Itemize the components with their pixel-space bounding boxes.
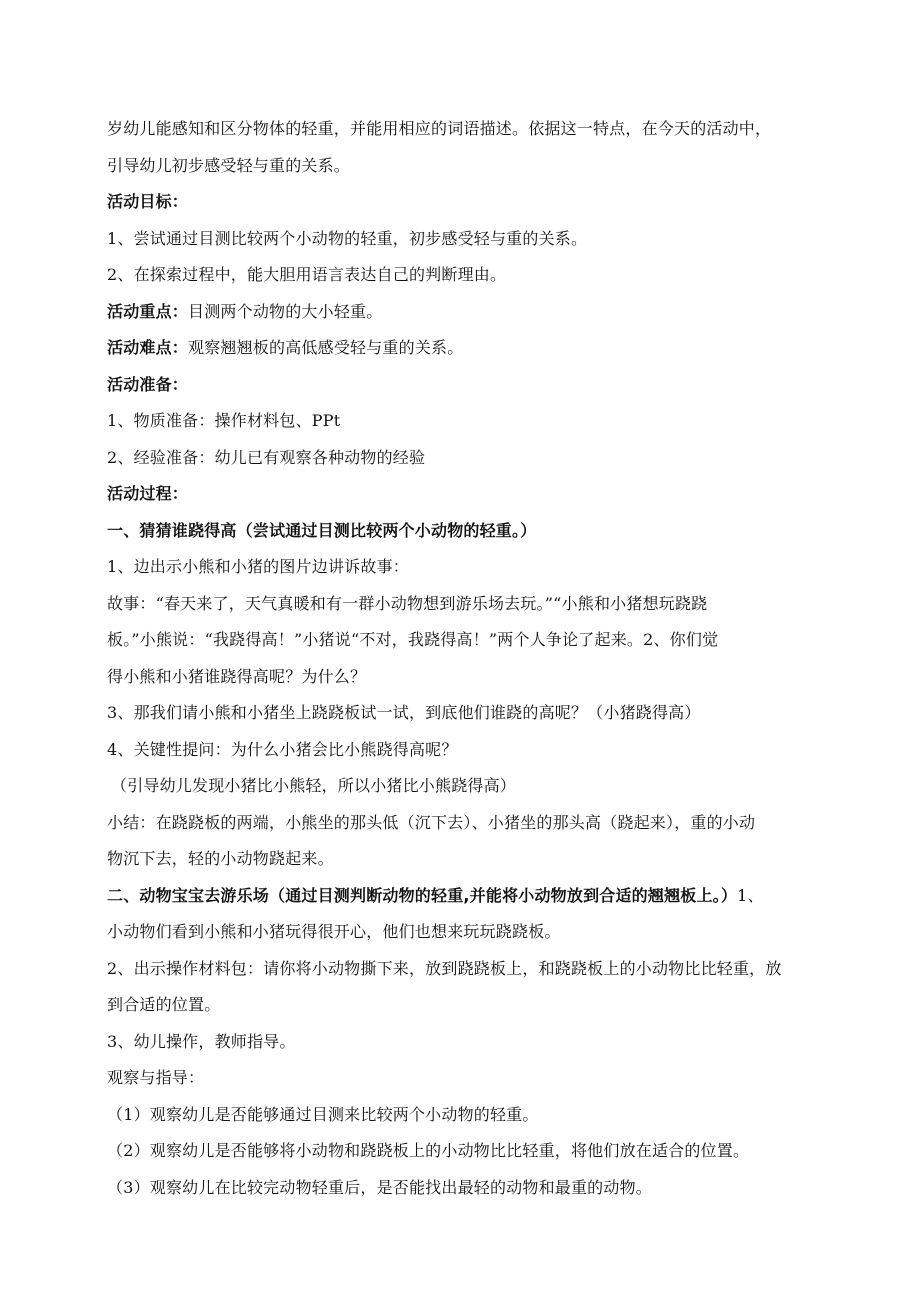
intro-paragraph-line-2: 引导幼儿初步感受轻与重的关系。 xyxy=(107,155,351,175)
section-2-heading-tail: 1、 xyxy=(737,885,764,905)
observation-heading: 观察与指导： xyxy=(107,1068,205,1087)
section-2-step-3: 3、幼儿操作，教师指导。 xyxy=(107,1031,296,1051)
observation-item-2: （2）观察幼儿是否能够将小动物和跷跷板上的小动物比比轻重，将他们放在适合的位置。 xyxy=(107,1141,750,1160)
observation-item-3: （3）观察幼儿在比较完动物轻重后，是否能找出最轻的动物和最重的动物。 xyxy=(107,1177,652,1197)
section-1-step-4-note: （引导幼儿发现小猪比小熊轻，所以小猪比小熊跷得高） xyxy=(111,776,517,795)
section-1-step-1: 1、边出示小熊和小猪的图片边讲诉故事： xyxy=(107,557,409,576)
section-1-step-3: 3、那我们请小熊和小猪坐上跷跷板试一试，到底他们谁跷的高呢？（小猪跷得高） xyxy=(107,703,701,722)
goal-item-2: 2、在探索过程中，能大胆用语言表达自己的判断理由。 xyxy=(107,265,507,284)
section-2-step-2-line-2: 到合适的位置。 xyxy=(107,995,221,1014)
goals-heading: 活动目标： xyxy=(107,192,189,211)
difficulty-text: 观察翘翘板的高低感受轻与重的关系。 xyxy=(188,338,464,357)
focus-label: 活动重点： xyxy=(107,301,189,321)
difficulty-label: 活动难点： xyxy=(107,338,189,357)
observation-item-1: （1）观察幼儿是否能够通过目测来比较两个小动物的轻重。 xyxy=(107,1104,539,1124)
section-2-step-2-line-1: 2、出示操作材料包：请你将小动物撕下来，放到跷跷板上，和跷跷板上的小动物比比轻重，放 xyxy=(107,958,782,978)
section-1-story-line-3: 得小熊和小猪谁跷得高呢？为什么？ xyxy=(107,666,367,686)
preparation-item-2: 2、经验准备：幼儿已有观察各种动物的经验 xyxy=(107,447,426,467)
section-2-heading: 二、动物宝宝去游乐场（通过目测判断动物的轻重,并能将小动物放到合适的翘翘板上。） xyxy=(107,885,738,905)
difficulty-line xyxy=(107,330,817,367)
section-2-step-1: 小动物们看到小熊和小猪玩得很开心，他们也想来玩玩跷跷板。 xyxy=(107,922,561,941)
section-1-story-line-2: 板。”小熊说：“我跷得高！”小猪说“不对，我跷得高！”两个人争论了起来。2、你们觉 xyxy=(107,630,719,649)
section-1-step-4: 4、关键性提问：为什么小猪会比小熊跷得高呢？ xyxy=(107,739,458,759)
section-1-summary-line-1: 小结：在跷跷板的两端，小熊坐的那头低（沉下去）、小猪坐的那头高（跷起来），重的小动 xyxy=(107,812,756,832)
preparation-item-1: 1、物质准备：操作材料包、PPt xyxy=(107,411,341,430)
section-2-heading-line xyxy=(107,878,817,915)
focus-text: 目测两个动物的大小轻重。 xyxy=(188,301,383,321)
section-1-story-line-1: 故事：“春天来了，天气真暖和有一群小动物想到游乐场去玩。”“小熊和小猪想玩跷跷 xyxy=(107,593,708,613)
section-1-summary-line-2: 物沉下去，轻的小动物跷起来。 xyxy=(107,849,334,868)
goal-item-1: 1、尝试通过目测比较两个小动物的轻重，初步感受轻与重的关系。 xyxy=(107,228,588,248)
focus-line xyxy=(107,294,817,331)
intro-paragraph-line-1: 岁幼儿能感知和区分物体的轻重，并能用相应的词语描述。依据这一特点，在今天的活动中， xyxy=(107,119,772,138)
preparation-heading: 活动准备： xyxy=(107,374,189,394)
document-body xyxy=(107,111,817,1206)
section-1-heading: 一、猜猜谁跷得高（尝试通过目测比较两个小动物的轻重。） xyxy=(107,520,537,540)
process-heading: 活动过程： xyxy=(107,484,189,503)
